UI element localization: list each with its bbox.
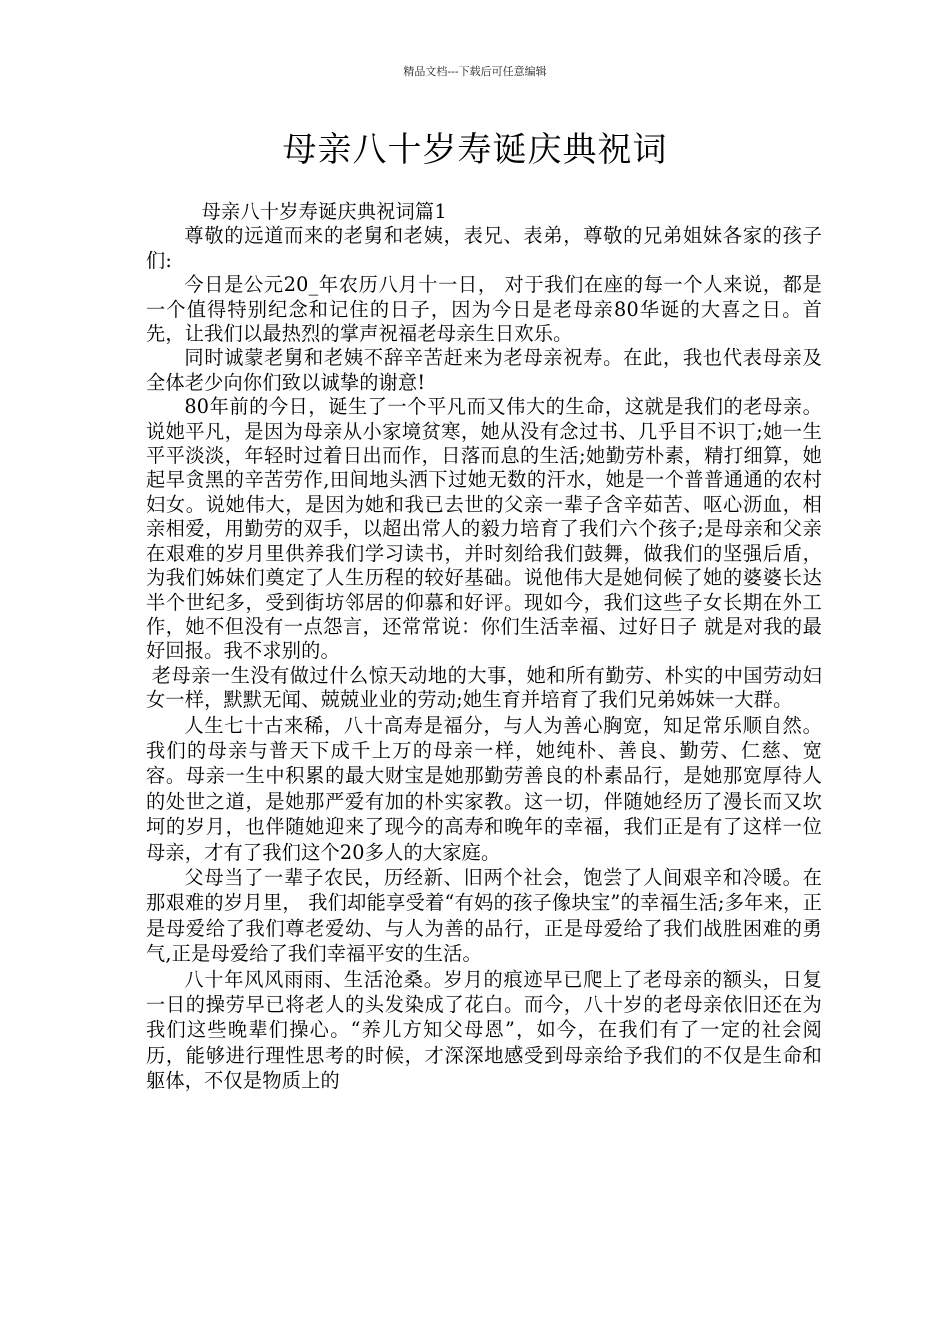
paragraph-greeting: 尊敬的远道而来的老舅和老姨，表兄、表弟，尊敬的兄弟姐妹各家的孩子们: (146, 224, 822, 272)
paragraph-eighty-years: 八十年风风雨雨、生活沧桑。岁月的痕迹早已爬上了老母亲的额头，日复一日的操劳早已将老人的头发染成了花白。而今，八十岁的老母亲依旧还在为我们这些晚辈们操心。“养儿方知父母恩”，如今，在我们有了一定的社会阅历，能够进行理性思考的时候，才深深地感受到母亲给予我们的不仅是生命和躯体，不仅是物质上的 (146, 967, 822, 1093)
paragraph-parents: 父母当了一辈子农民，历经新、旧两个社会，饱尝了人间艰辛和冷暖。在那艰难的岁月里， 我们却能享受着“有妈的孩子像块宝”的幸福生活;多年来，正是母爱给了我们尊老爱幼、与人为善的品行，正是母爱给了我们战胜困难的勇气,正是母爱给了我们幸福平安的生活。 (146, 865, 822, 966)
paragraph-ordinary: 老母亲一生没有做过什么惊天动地的大事，她和所有勤劳、朴实的中国劳动妇女一样，默默无闻、兢兢业业的劳动;她生育并培育了我们兄弟姊妹一大群。 (146, 663, 822, 712)
document-body (146, 196, 822, 1094)
paragraph-mother-life: 80年前的今日，诞生了一个平凡而又伟大的生命，这就是我们的老母亲。说她平凡，是因为母亲从小家境贫寒，她从没有念过书、几乎目不识丁;她一生平平淡淡，年轻时过着日出而作，日落而息的生活;她勤劳朴素，精打细算，她起早贪黑的辛苦劳作,田间地头洒下过她无数的汗水，她是一个普普通通的农村妇女。说她伟大，是因为她和我已去世的父亲一辈子含辛茹苦、呕心沥血，相亲相爱，用勤劳的双手，以超出常人的毅力培育了我们六个孩子;是母亲和父亲在艰难的岁月里供养我们学习读书，并时刻给我们鼓舞，做我们的坚强后盾，为我们姊妹们奠定了人生历程的较好基础。说他伟大是她伺候了她的婆婆长达半个世纪多，受到街坊邻居的仰慕和好评。现如今，我们这些子女长期在外工作，她不但没有一点怨言，还常常说：你们生活幸福、过好日子 就是对我的最好回报。我不求别的。 (146, 395, 822, 663)
section-subheading: 母亲八十岁寿诞庆典祝词篇1 (201, 200, 447, 223)
header-note: 精品文档---下载后可任意编辑 (403, 65, 547, 78)
paragraph-longevity: 人生七十古来稀，八十高寿是福分，与人为善心胸宽，知足常乐顺自然。我们的母亲与普天下成千上万的母亲一样，她纯朴、善良、勤劳、仁慈、宽容。母亲一生中积累的最大财宝是她那勤劳善良的朴素品行，是她那宽厚待人的处世之道，是她那严爱有加的朴实家教。这一切，伴随她经历了漫长而又坎坷的岁月，也伴随她迎来了现今的高寿和晚年的幸福，我们正是有了这样一位母亲，才有了我们这个20多人的大家庭。 (146, 713, 822, 864)
paragraph-date: 今日是公元20_年农历八月十一日， 对于我们在座的每一个人来说，都是一个值得特别纪念和记住的日子，因为今日是老母亲80华诞的大喜之日。首先，让我们以最热烈的掌声祝福老母亲生日欢乐。 (146, 273, 822, 346)
document-title: 母亲八十岁寿诞庆典祝词 (282, 130, 668, 170)
paragraph-thanks: 同时诚蒙老舅和老姨不辞辛苦赶来为老母亲祝寿。在此，我也代表母亲及全体老少向你们致以诚挚的谢意! (146, 346, 822, 394)
